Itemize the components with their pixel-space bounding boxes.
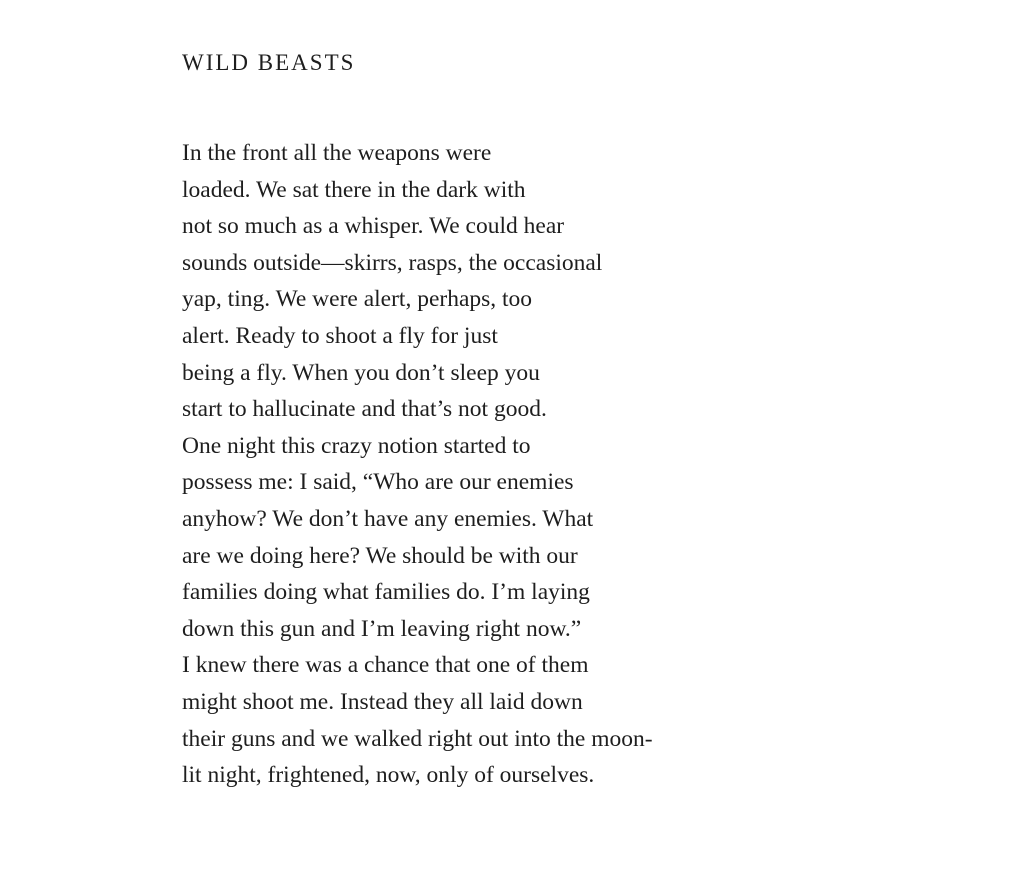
poem-line: possess me: I said, “Who are our enemies [182, 469, 574, 496]
poem-line: start to hallucinate and that’s not good. [182, 396, 547, 423]
poem-line: their guns and we walked right out into the moon- [182, 725, 653, 752]
poem-line: anyhow? We don’t have any enemies. What [182, 505, 594, 532]
poem-line: loaded. We sat there in the dark with [182, 176, 526, 203]
poem-line: In the front all the weapons were [182, 140, 492, 166]
poem-title: WILD BEASTS [182, 50, 356, 75]
poem-line: One night this crazy notion started to [182, 432, 531, 459]
poem-line: being a fly. When you don’t sleep you [182, 359, 540, 386]
poem-body [182, 135, 653, 794]
poem-line: alert. Ready to shoot a fly for just [182, 322, 498, 349]
poem-line: I knew there was a chance that one of them [182, 652, 589, 679]
poem-line: are we doing here? We should be with our [182, 542, 578, 569]
poem-line: yap, ting. We were alert, perhaps, too [182, 286, 533, 313]
poem-line: down this gun and I’m leaving right now.” [182, 615, 582, 642]
poem-line: not so much as a whisper. We could hear [182, 213, 565, 240]
poem-line: families doing what families do. I’m laying [182, 579, 590, 606]
poem-line: sounds outside—skirrs, rasps, the occasional [182, 249, 603, 276]
poem-line: lit night, frightened, now, only of ourselves. [182, 762, 595, 789]
poem-line: might shoot me. Instead they all laid down [182, 688, 583, 715]
